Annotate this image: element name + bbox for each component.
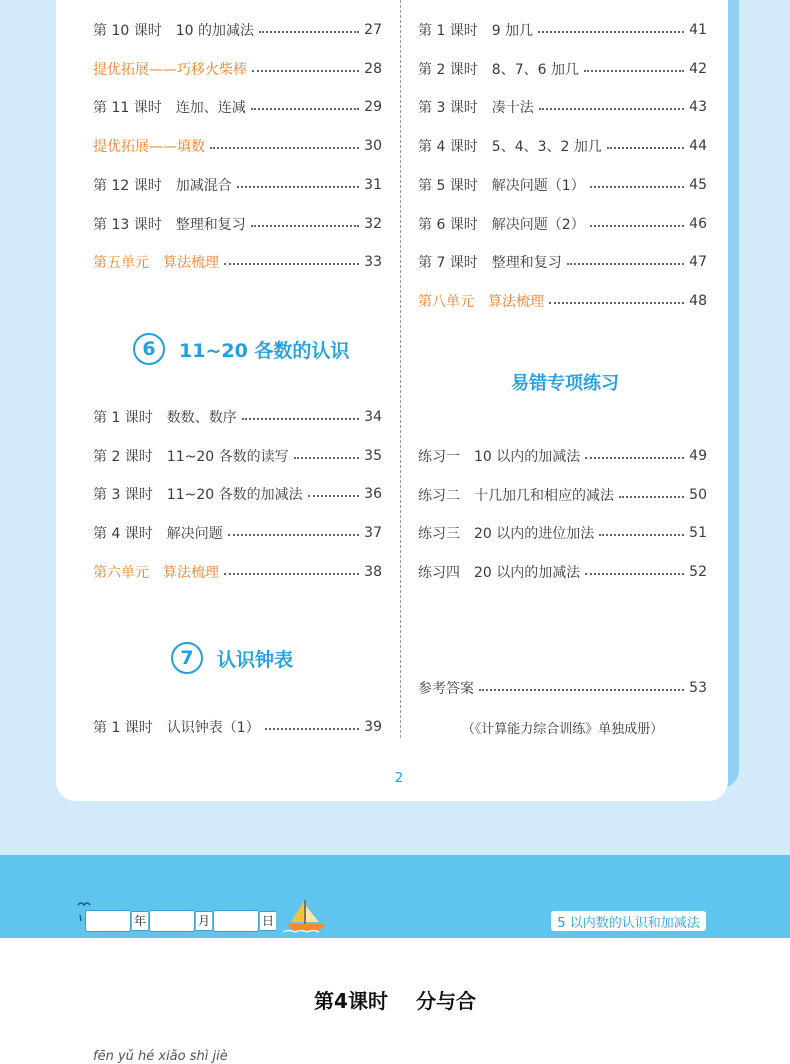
toc-entry-page: 27: [364, 22, 382, 38]
leader-dots: [228, 534, 359, 536]
toc-entry-page: 34: [364, 409, 382, 425]
answers-note: （《计算能力综合训练》单独成册）: [461, 722, 664, 737]
toc-entry-title: 第 12 课时 加减混合: [93, 177, 232, 194]
toc-entry[interactable]: [93, 445, 382, 467]
unit-tag: 5 以内数的认识和加减法: [551, 911, 706, 931]
toc-entry-page: 47: [689, 254, 707, 271]
page-number: 2: [394, 771, 404, 786]
leader-dots: [251, 225, 359, 227]
toc-entry-page: 41: [689, 22, 707, 38]
toc-entry-page: 53: [689, 680, 707, 696]
toc-entry-title: 第 1 课时 9 加几: [418, 23, 534, 39]
toc-entry-page: 45: [689, 176, 707, 193]
toc-entry-page: 28: [364, 60, 382, 77]
leader-dots: [252, 70, 359, 72]
toc-entry[interactable]: [93, 522, 382, 544]
cut-off-text: fēn yǔ hé xiǎo shì jiè: [93, 1049, 228, 1064]
toc-entry-page: 39: [364, 719, 382, 735]
unit-number-badge: 6: [133, 333, 165, 365]
leader-dots: [224, 573, 359, 575]
leader-dots: [251, 108, 359, 110]
toc-entry[interactable]: [418, 445, 707, 467]
leader-dots: [265, 728, 359, 730]
toc-entry[interactable]: [418, 174, 707, 196]
unit6-heading: [133, 333, 349, 365]
toc-entry[interactable]: [418, 251, 707, 273]
toc-entry-title: 练习三 20 以内的进位加法: [418, 526, 595, 543]
toc-entry-title: 第八单元 算法梳理: [418, 293, 544, 310]
leader-dots: [549, 302, 684, 304]
leader-dots: [210, 147, 359, 149]
lesson-topic: 分与合: [415, 989, 476, 1013]
toc-entry-title: 练习一 10 以内的加减法: [418, 449, 581, 465]
toc-entry[interactable]: [418, 290, 707, 312]
toc-entry-title: 第 6 课时 解决问题（2）: [418, 216, 585, 233]
leader-dots: [590, 186, 684, 188]
toc-entry-page: 46: [689, 215, 707, 232]
unit7-heading: [171, 642, 293, 674]
toc-entry-page: 31: [364, 176, 382, 193]
unit-number-badge: 7: [171, 642, 203, 674]
lesson-number: 第4课时: [314, 989, 388, 1013]
special-section-title: 易错专项练习: [511, 373, 619, 394]
toc-entry-title: 提优拓展——填数: [93, 139, 205, 156]
leader-dots: [259, 31, 359, 33]
toc-entry-page: 38: [364, 563, 382, 580]
toc-entry[interactable]: [418, 58, 707, 80]
leader-dots: [242, 418, 359, 420]
toc-entry-page: 51: [689, 525, 707, 542]
toc-entry[interactable]: [418, 96, 707, 118]
toc-entry[interactable]: [93, 58, 382, 80]
toc-entry-page: 52: [689, 564, 707, 581]
toc-entry-title: 第 3 课时 凑十法: [418, 100, 534, 117]
toc-entry[interactable]: [93, 406, 382, 428]
toc-entry[interactable]: [93, 483, 382, 505]
toc-entry-title: 第 13 课时 整理和复习: [93, 216, 246, 233]
leader-dots: [585, 573, 684, 575]
toc-entry-title: 练习二 十几加几和相应的减法: [418, 487, 614, 504]
leader-dots: [585, 457, 684, 459]
toc-entry-title: 第五单元 算法梳理: [93, 255, 219, 272]
toc-entry[interactable]: [418, 213, 707, 235]
unit-title: 认识钟表: [217, 648, 294, 671]
toc-entry[interactable]: [93, 716, 382, 738]
toc-entry[interactable]: [418, 19, 707, 41]
leader-dots: [294, 457, 360, 459]
toc-entry-answers[interactable]: [418, 677, 707, 699]
toc-entry-page: 37: [364, 525, 382, 542]
toc-entry-page: 50: [689, 486, 707, 503]
toc-entry[interactable]: [418, 522, 707, 544]
toc-entry-title: 练习四 20 以内的加减法: [418, 565, 581, 582]
toc-entry-page: 32: [364, 215, 382, 232]
toc-entry-title: 第 5 课时 解决问题（1）: [418, 177, 585, 194]
date-fields: [85, 910, 277, 932]
month-field[interactable]: [149, 910, 195, 932]
toc-entry-title: 第 1 课时 数数、数序: [93, 410, 237, 426]
toc-entry-page: 30: [364, 138, 382, 155]
year-label: 年: [132, 911, 148, 931]
leader-dots: [224, 263, 359, 265]
toc-entry-title: 第 11 课时 连加、连减: [93, 100, 246, 117]
toc-entry-title: 参考答案: [418, 681, 474, 697]
toc-entry-title: 第 3 课时 11~20 各数的加减法: [93, 487, 303, 504]
leader-dots: [607, 147, 684, 149]
toc-entry-page: 43: [689, 99, 707, 116]
leader-dots: [590, 225, 684, 227]
day-field[interactable]: [213, 910, 259, 932]
lesson-title: [0, 985, 790, 1014]
toc-entry[interactable]: [93, 213, 382, 235]
leader-dots: [308, 495, 360, 497]
leader-dots: [237, 186, 359, 188]
leader-dots: [538, 31, 684, 33]
unit-title: 11~20 各数的认识: [179, 339, 350, 362]
toc-entry-title: 第 1 课时 认识钟表（1）: [93, 720, 260, 736]
toc-entry-title: 第 10 课时 10 的加减法: [93, 23, 254, 39]
toc-entry[interactable]: [93, 135, 382, 157]
toc-entry-page: 35: [364, 447, 382, 464]
column-divider: [400, 0, 401, 738]
toc-entry-title: 第 7 课时 整理和复习: [418, 255, 562, 272]
toc-entry-title: 提优拓展——巧移火柴棒: [93, 61, 247, 78]
toc-entry[interactable]: [418, 135, 707, 157]
toc-entry-title: 第 2 课时 11~20 各数的读写: [93, 448, 289, 465]
toc-entry-page: 42: [689, 60, 707, 77]
year-field[interactable]: [85, 910, 131, 932]
toc-entry-page: 33: [364, 254, 382, 271]
toc-entry[interactable]: [93, 561, 382, 583]
toc-entry-page: 44: [689, 138, 707, 155]
toc-entry-title: 第六单元 算法梳理: [93, 564, 219, 581]
toc-entry-page: 29: [364, 99, 382, 116]
toc-entry-page: 49: [689, 448, 707, 464]
toc-entry[interactable]: [418, 484, 707, 506]
leader-dots: [479, 689, 684, 691]
toc-entry-title: 第 4 课时 解决问题: [93, 526, 223, 543]
leader-dots: [619, 496, 684, 498]
toc-entry[interactable]: [93, 96, 382, 118]
toc-entry-title: 第 4 课时 5、4、3、2 加几: [418, 139, 602, 156]
month-label: 月: [196, 911, 212, 931]
toc-entry[interactable]: [93, 251, 382, 273]
leader-dots: [584, 70, 684, 72]
sailboat-icon: [283, 898, 329, 934]
leader-dots: [567, 263, 684, 265]
day-label: 日: [260, 911, 276, 931]
toc-entry[interactable]: [418, 561, 707, 583]
toc-entry[interactable]: [93, 19, 382, 41]
toc-entry-title: 第 2 课时 8、7、6 加几: [418, 61, 579, 78]
toc-entry-page: 48: [689, 292, 707, 309]
toc-entry-page: 36: [364, 486, 382, 503]
leader-dots: [599, 534, 684, 536]
toc-entry[interactable]: [93, 174, 382, 196]
leader-dots: [539, 108, 684, 110]
